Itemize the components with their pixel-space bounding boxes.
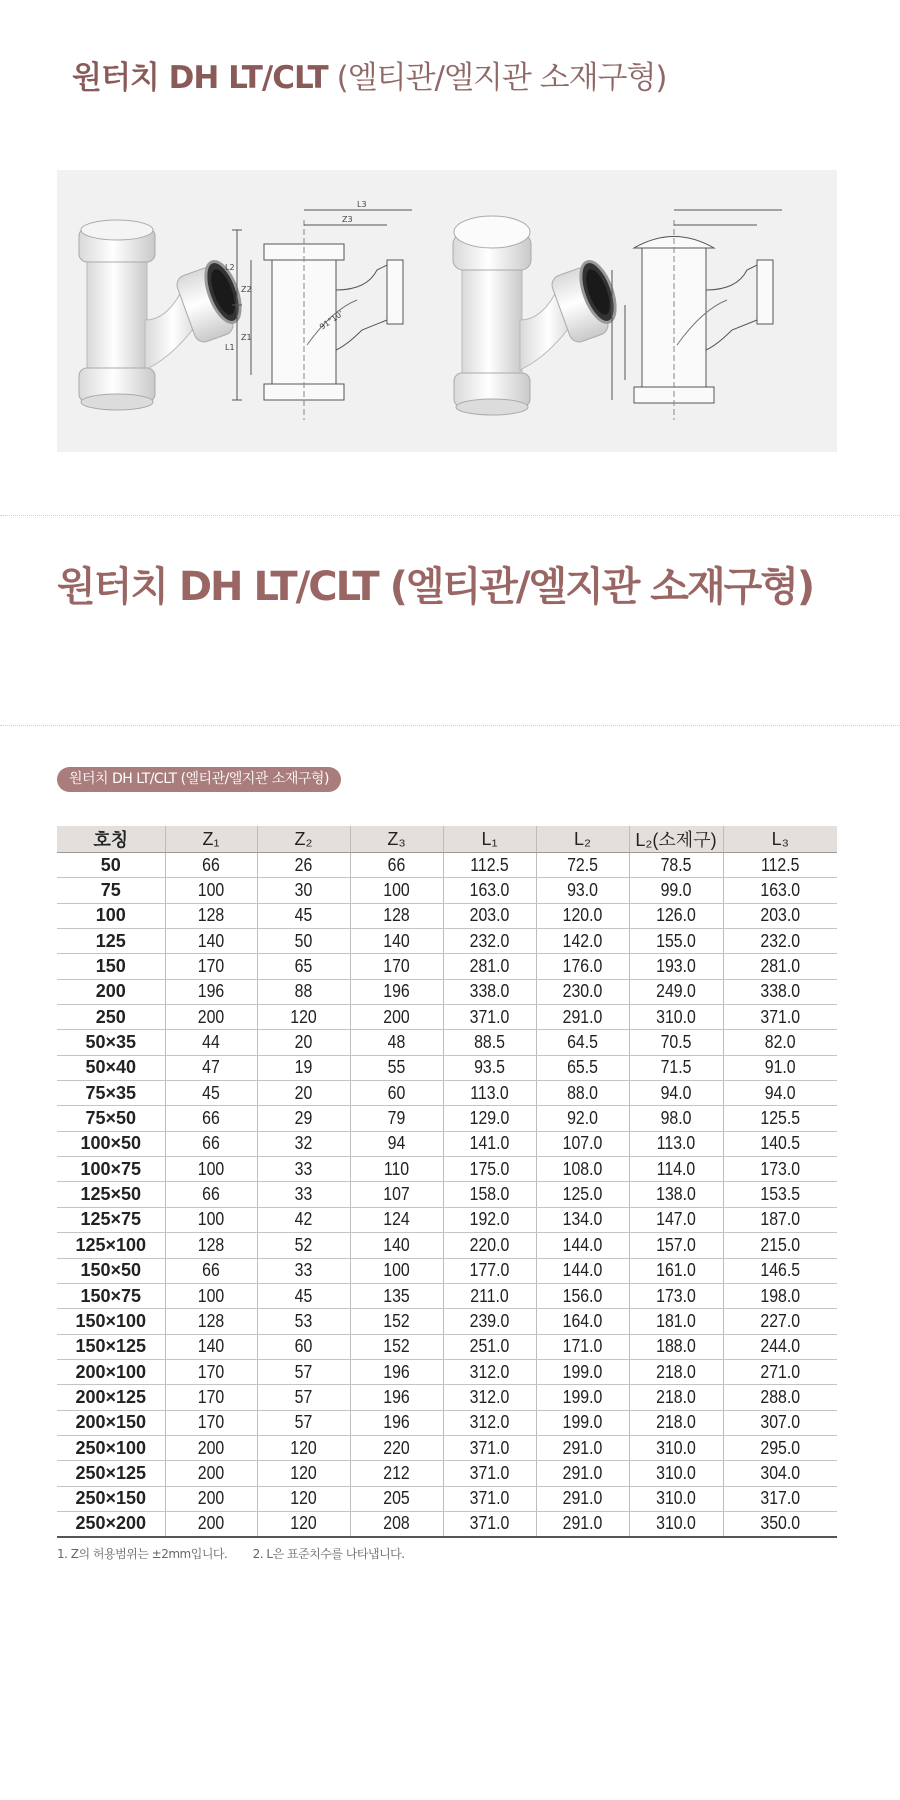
dimension-cell: 281.0 bbox=[449, 954, 531, 979]
dimension-cell: 144.0 bbox=[542, 1233, 624, 1258]
table-body bbox=[57, 853, 837, 1537]
dimension-cell: 200 bbox=[171, 1511, 252, 1536]
dimension-cell: 371.0 bbox=[449, 1005, 531, 1030]
footnote-2: 2. L은 표준치수를 나타냅니다. bbox=[252, 1547, 405, 1561]
dimension-cell: 199.0 bbox=[542, 1410, 624, 1435]
dimension-cell: 187.0 bbox=[730, 1207, 830, 1232]
section-divider-2 bbox=[0, 725, 900, 726]
table-row bbox=[57, 1334, 837, 1359]
dimension-cell: 57 bbox=[263, 1410, 345, 1435]
dimension-cell: 88 bbox=[263, 979, 345, 1004]
size-cell: 50 bbox=[57, 853, 165, 878]
size-cell: 150×50 bbox=[57, 1258, 165, 1283]
dimension-cell: 66 bbox=[171, 1131, 252, 1156]
label-Z2: Z2 bbox=[241, 285, 252, 294]
column-header: L₂(소제구) bbox=[629, 826, 723, 853]
column-header: 호칭 bbox=[57, 826, 165, 853]
dimension-cell: 144.0 bbox=[542, 1258, 624, 1283]
size-cell: 250×100 bbox=[57, 1435, 165, 1460]
dimension-cell: 120 bbox=[263, 1435, 345, 1460]
dimension-cell: 142.0 bbox=[542, 929, 624, 954]
dimension-cell: 120 bbox=[263, 1486, 345, 1511]
dimension-cell: 152 bbox=[356, 1334, 438, 1359]
dimension-cell: 100 bbox=[171, 878, 252, 903]
dimension-cell: 338.0 bbox=[730, 979, 830, 1004]
dimension-cell: 164.0 bbox=[542, 1309, 624, 1334]
dimension-cell: 211.0 bbox=[449, 1283, 531, 1308]
dimension-cell: 66 bbox=[356, 853, 438, 878]
tee-photo-open bbox=[79, 220, 247, 410]
dimension-cell: 199.0 bbox=[542, 1385, 624, 1410]
dimension-cell: 57 bbox=[263, 1359, 345, 1384]
dimension-cell: 220 bbox=[356, 1435, 438, 1460]
dimension-table bbox=[57, 826, 837, 1538]
dimension-cell: 338.0 bbox=[449, 979, 531, 1004]
dimension-cell: 200 bbox=[171, 1461, 252, 1486]
table-row bbox=[57, 979, 837, 1004]
dimension-cell: 177.0 bbox=[449, 1258, 531, 1283]
dimension-cell: 161.0 bbox=[635, 1258, 718, 1283]
dimension-cell: 45 bbox=[263, 1283, 345, 1308]
dimension-cell: 239.0 bbox=[449, 1309, 531, 1334]
dimension-cell: 310.0 bbox=[635, 1005, 718, 1030]
dimension-cell: 170 bbox=[171, 954, 252, 979]
label-Z3: Z3 bbox=[342, 215, 353, 224]
dimension-cell: 114.0 bbox=[635, 1157, 718, 1182]
dimension-cell: 66 bbox=[171, 1258, 252, 1283]
dimension-cell: 371.0 bbox=[449, 1461, 531, 1486]
dimension-cell: 175.0 bbox=[449, 1157, 531, 1182]
table-row bbox=[57, 1055, 837, 1080]
table-row bbox=[57, 1005, 837, 1030]
dimension-cell: 281.0 bbox=[730, 954, 830, 979]
dimension-cell: 312.0 bbox=[449, 1410, 531, 1435]
dimension-cell: 72.5 bbox=[542, 853, 624, 878]
table-footnotes bbox=[57, 1545, 405, 1562]
dimension-cell: 125.5 bbox=[730, 1106, 830, 1131]
size-cell: 125×50 bbox=[57, 1182, 165, 1207]
column-header: Z₂ bbox=[257, 826, 350, 853]
dimension-cell: 200 bbox=[171, 1005, 252, 1030]
dimension-cell: 147.0 bbox=[635, 1207, 718, 1232]
size-cell: 150×100 bbox=[57, 1309, 165, 1334]
dimension-cell: 203.0 bbox=[730, 903, 830, 928]
product-drawings bbox=[57, 170, 837, 452]
table-caption-badge: 원터치 DH LT/CLT (엘티관/엘지관 소재구형) bbox=[57, 767, 341, 792]
dimension-cell: 170 bbox=[171, 1359, 252, 1384]
dimension-cell: 99.0 bbox=[635, 878, 718, 903]
dimension-cell: 227.0 bbox=[730, 1309, 830, 1334]
dimension-cell: 126.0 bbox=[635, 903, 718, 928]
dimension-cell: 64.5 bbox=[542, 1030, 624, 1055]
table-row bbox=[57, 1511, 837, 1536]
column-header: Z₃ bbox=[350, 826, 443, 853]
dimension-cell: 128 bbox=[171, 903, 252, 928]
table-row bbox=[57, 853, 837, 878]
dimension-cell: 208 bbox=[356, 1511, 438, 1536]
dimension-cell: 42 bbox=[263, 1207, 345, 1232]
dimension-cell: 157.0 bbox=[635, 1233, 718, 1258]
size-cell: 200×150 bbox=[57, 1410, 165, 1435]
table-row bbox=[57, 1309, 837, 1334]
dimension-cell: 163.0 bbox=[449, 878, 531, 903]
dimension-cell: 92.0 bbox=[542, 1106, 624, 1131]
dimension-cell: 188.0 bbox=[635, 1334, 718, 1359]
dimension-cell: 291.0 bbox=[542, 1461, 624, 1486]
dimension-cell: 112.5 bbox=[449, 853, 531, 878]
tee-drawing-cleanout bbox=[612, 210, 782, 420]
dimension-cell: 173.0 bbox=[730, 1157, 830, 1182]
tee-drawing-open bbox=[232, 210, 412, 420]
dimension-cell: 48 bbox=[356, 1030, 438, 1055]
dimension-cell: 218.0 bbox=[635, 1359, 718, 1384]
dimension-cell: 312.0 bbox=[449, 1385, 531, 1410]
column-header: L₃ bbox=[723, 826, 837, 853]
footnote-1: 1. Z의 허용범위는 ±2mm입니다. bbox=[57, 1547, 228, 1561]
dimension-cell: 78.5 bbox=[635, 853, 718, 878]
dimension-cell: 55 bbox=[356, 1055, 438, 1080]
size-cell: 200×125 bbox=[57, 1385, 165, 1410]
dimension-cell: 155.0 bbox=[635, 929, 718, 954]
table-row bbox=[57, 1233, 837, 1258]
size-cell: 150×75 bbox=[57, 1283, 165, 1308]
dimension-cell: 196 bbox=[356, 979, 438, 1004]
dimension-cell: 212 bbox=[356, 1461, 438, 1486]
dimension-cell: 317.0 bbox=[730, 1486, 830, 1511]
size-cell: 200 bbox=[57, 979, 165, 1004]
dimension-cell: 94 bbox=[356, 1131, 438, 1156]
dimension-cell: 30 bbox=[263, 878, 345, 903]
column-header: Z₁ bbox=[165, 826, 257, 853]
dimension-cell: 140 bbox=[171, 929, 252, 954]
dimension-cell: 44 bbox=[171, 1030, 252, 1055]
label-angle: 91°10' bbox=[317, 309, 345, 332]
dimension-cell: 93.0 bbox=[542, 878, 624, 903]
dimension-cell: 163.0 bbox=[730, 878, 830, 903]
dimension-cell: 100 bbox=[356, 1258, 438, 1283]
dimension-cell: 100 bbox=[171, 1157, 252, 1182]
dimension-cell: 230.0 bbox=[542, 979, 624, 1004]
table-row bbox=[57, 1157, 837, 1182]
dimension-cell: 371.0 bbox=[730, 1005, 830, 1030]
table-header-row bbox=[57, 826, 837, 853]
dimension-cell: 371.0 bbox=[449, 1435, 531, 1460]
dimension-cell: 170 bbox=[356, 954, 438, 979]
dimension-cell: 124 bbox=[356, 1207, 438, 1232]
dimension-cell: 244.0 bbox=[730, 1334, 830, 1359]
dimension-cell: 249.0 bbox=[635, 979, 718, 1004]
dimension-cell: 215.0 bbox=[730, 1233, 830, 1258]
section-title: 원터치 DH LT/CLT (엘티관/엘지관 소재구형) bbox=[57, 564, 814, 610]
dimension-cell: 371.0 bbox=[449, 1486, 531, 1511]
dimension-cell: 45 bbox=[171, 1081, 252, 1106]
dimension-cell: 82.0 bbox=[730, 1030, 830, 1055]
dimension-cell: 129.0 bbox=[449, 1106, 531, 1131]
dimension-cell: 170 bbox=[171, 1385, 252, 1410]
dimension-cell: 53 bbox=[263, 1309, 345, 1334]
table-row bbox=[57, 929, 837, 954]
dimension-cell: 94.0 bbox=[730, 1081, 830, 1106]
dimension-cell: 170 bbox=[171, 1410, 252, 1435]
dimension-cell: 120 bbox=[263, 1461, 345, 1486]
dimension-cell: 128 bbox=[356, 903, 438, 928]
dimension-cell: 33 bbox=[263, 1258, 345, 1283]
dimension-cell: 33 bbox=[263, 1157, 345, 1182]
dimension-cell: 291.0 bbox=[542, 1435, 624, 1460]
size-cell: 150×125 bbox=[57, 1334, 165, 1359]
product-image-panel bbox=[57, 170, 837, 452]
dimension-cell: 350.0 bbox=[730, 1511, 830, 1536]
table-row bbox=[57, 1435, 837, 1460]
dimension-cell: 141.0 bbox=[449, 1131, 531, 1156]
dimension-cell: 134.0 bbox=[542, 1207, 624, 1232]
dimension-cell: 128 bbox=[171, 1309, 252, 1334]
dimension-cell: 33 bbox=[263, 1182, 345, 1207]
section-divider-1 bbox=[0, 515, 900, 516]
dimension-cell: 88.5 bbox=[449, 1030, 531, 1055]
dimension-cell: 205 bbox=[356, 1486, 438, 1511]
dimension-cell: 140 bbox=[356, 929, 438, 954]
dimension-cell: 371.0 bbox=[449, 1511, 531, 1536]
dimension-cell: 120 bbox=[263, 1511, 345, 1536]
dimension-cell: 113.0 bbox=[449, 1081, 531, 1106]
dimension-cell: 70.5 bbox=[635, 1030, 718, 1055]
dimension-cell: 91.0 bbox=[730, 1055, 830, 1080]
table-row bbox=[57, 903, 837, 928]
dimension-cell: 112.5 bbox=[730, 853, 830, 878]
dimension-cell: 94.0 bbox=[635, 1081, 718, 1106]
size-cell: 125×75 bbox=[57, 1207, 165, 1232]
size-cell: 150 bbox=[57, 954, 165, 979]
dimension-cell: 176.0 bbox=[542, 954, 624, 979]
dimension-cell: 57 bbox=[263, 1385, 345, 1410]
dimension-cell: 60 bbox=[356, 1081, 438, 1106]
table-row bbox=[57, 1131, 837, 1156]
dimension-cell: 108.0 bbox=[542, 1157, 624, 1182]
size-cell: 75 bbox=[57, 878, 165, 903]
dimension-cell: 60 bbox=[263, 1334, 345, 1359]
dimension-cell: 200 bbox=[171, 1435, 252, 1460]
size-cell: 250×125 bbox=[57, 1461, 165, 1486]
dimension-cell: 52 bbox=[263, 1233, 345, 1258]
dimension-cell: 98.0 bbox=[635, 1106, 718, 1131]
dimension-cell: 100 bbox=[171, 1207, 252, 1232]
dimension-cell: 193.0 bbox=[635, 954, 718, 979]
dimension-cell: 198.0 bbox=[730, 1283, 830, 1308]
dimension-cell: 310.0 bbox=[635, 1435, 718, 1460]
dimension-cell: 251.0 bbox=[449, 1334, 531, 1359]
dimension-cell: 295.0 bbox=[730, 1435, 830, 1460]
table-row bbox=[57, 1182, 837, 1207]
dimension-cell: 120 bbox=[263, 1005, 345, 1030]
dimension-cell: 65 bbox=[263, 954, 345, 979]
dimension-cell: 232.0 bbox=[730, 929, 830, 954]
table-row bbox=[57, 1081, 837, 1106]
dimension-cell: 100 bbox=[171, 1283, 252, 1308]
dimension-cell: 152 bbox=[356, 1309, 438, 1334]
size-cell: 250×150 bbox=[57, 1486, 165, 1511]
dimension-cell: 45 bbox=[263, 903, 345, 928]
size-cell: 100 bbox=[57, 903, 165, 928]
dimension-cell: 138.0 bbox=[635, 1182, 718, 1207]
size-cell: 125×100 bbox=[57, 1233, 165, 1258]
product-title-sub: (엘티관/엘지관 소재구형) bbox=[336, 60, 667, 96]
label-L1: L1 bbox=[225, 343, 235, 352]
table-row bbox=[57, 1030, 837, 1055]
label-L3: L3 bbox=[357, 200, 367, 209]
dimension-cell: 50 bbox=[263, 929, 345, 954]
dimension-cell: 146.5 bbox=[730, 1258, 830, 1283]
dimension-cell: 196 bbox=[171, 979, 252, 1004]
table-row bbox=[57, 1258, 837, 1283]
dimension-cell: 288.0 bbox=[730, 1385, 830, 1410]
dimension-cell: 66 bbox=[171, 853, 252, 878]
table-row bbox=[57, 1106, 837, 1131]
dimension-cell: 196 bbox=[356, 1359, 438, 1384]
dimension-cell: 181.0 bbox=[635, 1309, 718, 1334]
dimension-cell: 310.0 bbox=[635, 1486, 718, 1511]
dimension-cell: 310.0 bbox=[635, 1511, 718, 1536]
dimension-cell: 140 bbox=[171, 1334, 252, 1359]
dimension-cell: 271.0 bbox=[730, 1359, 830, 1384]
dimension-cell: 47 bbox=[171, 1055, 252, 1080]
dimension-cell: 158.0 bbox=[449, 1182, 531, 1207]
size-cell: 125 bbox=[57, 929, 165, 954]
dimension-cell: 173.0 bbox=[635, 1283, 718, 1308]
size-cell: 250×200 bbox=[57, 1511, 165, 1536]
dimension-cell: 110 bbox=[356, 1157, 438, 1182]
dimension-cell: 220.0 bbox=[449, 1233, 531, 1258]
dimension-cell: 32 bbox=[263, 1131, 345, 1156]
dimension-cell: 192.0 bbox=[449, 1207, 531, 1232]
column-header: L₂ bbox=[536, 826, 629, 853]
dimension-cell: 203.0 bbox=[449, 903, 531, 928]
dimension-cell: 66 bbox=[171, 1182, 252, 1207]
label-Z1: Z1 bbox=[241, 333, 252, 342]
dimension-cell: 135 bbox=[356, 1283, 438, 1308]
dimension-cell: 125.0 bbox=[542, 1182, 624, 1207]
dimension-cell: 88.0 bbox=[542, 1081, 624, 1106]
dimension-cell: 171.0 bbox=[542, 1334, 624, 1359]
table-row bbox=[57, 1410, 837, 1435]
dimension-cell: 218.0 bbox=[635, 1385, 718, 1410]
dimension-cell: 120.0 bbox=[542, 903, 624, 928]
table-row bbox=[57, 1461, 837, 1486]
dimension-cell: 196 bbox=[356, 1385, 438, 1410]
dimension-cell: 19 bbox=[263, 1055, 345, 1080]
dimension-cell: 312.0 bbox=[449, 1359, 531, 1384]
dimension-cell: 291.0 bbox=[542, 1005, 624, 1030]
product-title-top bbox=[72, 52, 667, 97]
size-cell: 100×75 bbox=[57, 1157, 165, 1182]
dimension-cell: 200 bbox=[356, 1005, 438, 1030]
dimension-cell: 71.5 bbox=[635, 1055, 718, 1080]
dimension-cell: 291.0 bbox=[542, 1511, 624, 1536]
dimension-cell: 100 bbox=[356, 878, 438, 903]
size-cell: 75×50 bbox=[57, 1106, 165, 1131]
dimension-cell: 199.0 bbox=[542, 1359, 624, 1384]
dimension-cell: 66 bbox=[171, 1106, 252, 1131]
dimension-cell: 196 bbox=[356, 1410, 438, 1435]
column-header: L₁ bbox=[443, 826, 536, 853]
dimension-cell: 107.0 bbox=[542, 1131, 624, 1156]
dimension-cell: 26 bbox=[263, 853, 345, 878]
dimension-cell: 200 bbox=[171, 1486, 252, 1511]
dimension-cell: 113.0 bbox=[635, 1131, 718, 1156]
dimension-cell: 291.0 bbox=[542, 1486, 624, 1511]
table-row bbox=[57, 878, 837, 903]
dimension-cell: 156.0 bbox=[542, 1283, 624, 1308]
dimension-cell: 232.0 bbox=[449, 929, 531, 954]
table-row bbox=[57, 1283, 837, 1308]
size-cell: 200×100 bbox=[57, 1359, 165, 1384]
dimension-cell: 20 bbox=[263, 1081, 345, 1106]
table-row bbox=[57, 954, 837, 979]
tee-photo-cleanout bbox=[453, 216, 622, 415]
dimension-cell: 29 bbox=[263, 1106, 345, 1131]
table-row bbox=[57, 1385, 837, 1410]
dimension-cell: 218.0 bbox=[635, 1410, 718, 1435]
size-cell: 75×35 bbox=[57, 1081, 165, 1106]
dimension-cell: 153.5 bbox=[730, 1182, 830, 1207]
table-row bbox=[57, 1359, 837, 1384]
table-row bbox=[57, 1207, 837, 1232]
size-cell: 250 bbox=[57, 1005, 165, 1030]
dimension-cell: 304.0 bbox=[730, 1461, 830, 1486]
label-L2: L2 bbox=[225, 263, 235, 272]
table-row bbox=[57, 1486, 837, 1511]
size-cell: 50×35 bbox=[57, 1030, 165, 1055]
dimension-cell: 65.5 bbox=[542, 1055, 624, 1080]
dimension-cell: 128 bbox=[171, 1233, 252, 1258]
dimension-cell: 20 bbox=[263, 1030, 345, 1055]
dimension-cell: 140.5 bbox=[730, 1131, 830, 1156]
dimension-cell: 307.0 bbox=[730, 1410, 830, 1435]
dimension-cell: 79 bbox=[356, 1106, 438, 1131]
product-title-main: 원터치 DH LT/CLT bbox=[72, 60, 328, 96]
dimension-cell: 310.0 bbox=[635, 1461, 718, 1486]
size-cell: 50×40 bbox=[57, 1055, 165, 1080]
dimension-cell: 93.5 bbox=[449, 1055, 531, 1080]
dimension-cell: 107 bbox=[356, 1182, 438, 1207]
dimension-cell: 140 bbox=[356, 1233, 438, 1258]
size-cell: 100×50 bbox=[57, 1131, 165, 1156]
